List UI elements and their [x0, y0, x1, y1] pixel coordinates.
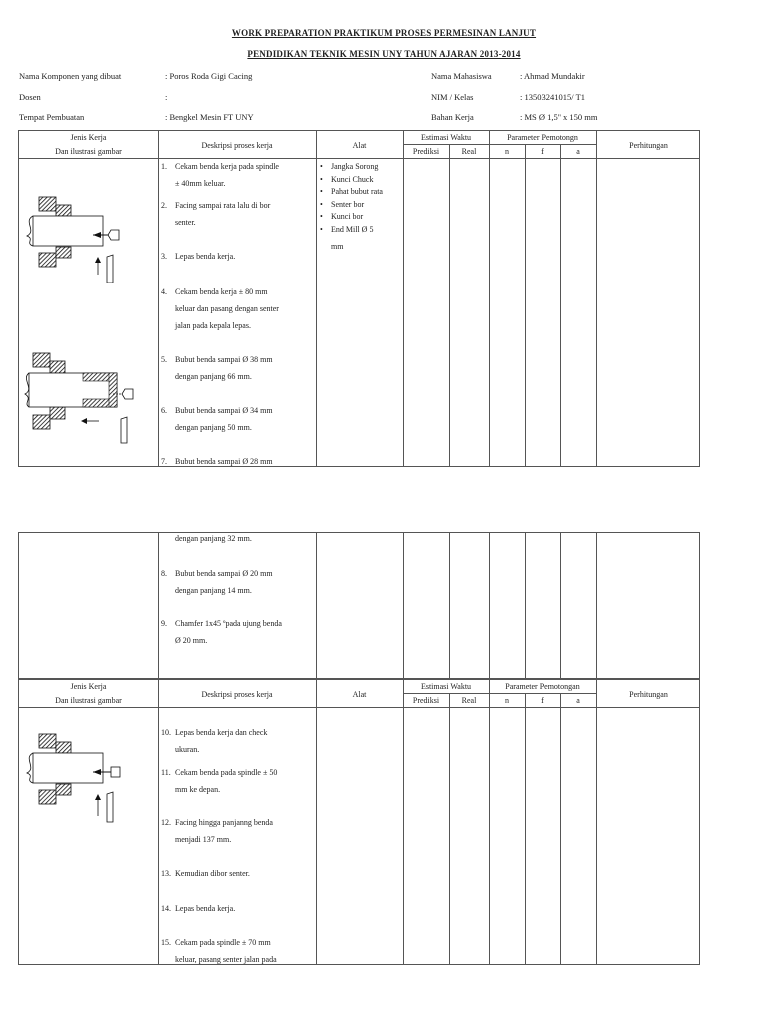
header-n: n	[505, 696, 509, 705]
header-alat: Alat	[352, 141, 367, 150]
header-ilustrasi: Dan ilustrasi gambar	[55, 696, 122, 705]
tool-item-continued: mm	[331, 242, 344, 251]
tool-item: • End Mill Ø 5	[320, 224, 383, 237]
tools-list	[320, 161, 383, 254]
turning-illustration	[23, 349, 143, 445]
document-subtitle: PENDIDIKAN TEKNIK MESIN UNY TAHUN AJARAN 2013-2014	[247, 49, 521, 59]
header-perhitungan: Perhitungan	[629, 141, 668, 150]
facing-drill-illustration	[23, 728, 143, 824]
header-alat: Alat	[352, 690, 367, 699]
step-14: 14. Lepas benda kerja.	[161, 904, 236, 913]
facing-illustration	[23, 191, 143, 283]
nim-value: : 13503241015/ T1	[520, 92, 586, 102]
header-estimasi: Estimasi Waktu	[420, 682, 472, 691]
bahan-label: Bahan Kerja	[431, 112, 474, 122]
header-real: Real	[461, 696, 477, 705]
bahan-value: : MS Ø 1,5'' x 150 mm	[520, 112, 598, 122]
komponen-value: : Poros Roda Gigi Cacing	[165, 71, 253, 81]
document-title: WORK PREPARATION PRAKTIKUM PROSES PERMESINAN LANJUT	[231, 28, 537, 38]
mahasiswa-label: Nama Mahasiswa	[431, 71, 492, 81]
step-11: 11. Cekam benda pada spindle ± 50 mm ke depan.	[161, 768, 278, 794]
work-table-3	[18, 679, 700, 965]
step-10: 10. Lepas benda kerja dan check ukuran.	[161, 728, 268, 754]
step-4: 4. Cekam benda kerja ± 80 mm keluar dan pasang dengan senter jalan pada kepala lepas.	[161, 287, 279, 330]
header-jenis-kerja: Jenis Kerja	[70, 682, 107, 691]
step-7-continued: dengan panjang 32 mm.	[175, 534, 252, 543]
step-13: 13. Kemudian dibor senter.	[161, 869, 250, 878]
tool-item: • Jangka Sorong	[320, 161, 383, 174]
tool-item: • Kunci Chuck	[320, 174, 383, 187]
header-parameter: Parameter Pemotongn	[507, 133, 578, 142]
step-5: 5. Bubut benda sampai Ø 38 mm dengan panjang 66 mm.	[161, 355, 273, 381]
dosen-value: :	[165, 92, 168, 102]
step-7: 7. Bubut benda sampai Ø 28 mm	[161, 457, 273, 466]
nim-label: NIM / Kelas	[431, 92, 474, 102]
tool-item: • Kunci bor	[320, 211, 383, 224]
header-deskripsi: Deskripsi proses kerja	[201, 690, 273, 699]
step-12: 12. Facing hingga panjanng benda menjadi 137 mm.	[161, 818, 273, 844]
step-3: 3. Lepas benda kerja.	[161, 252, 236, 261]
komponen-label: Nama Komponen yang dibuat	[19, 71, 122, 81]
header-f: f	[541, 696, 544, 705]
step-8: 8. Bubut benda sampai Ø 20 mm dengan panjang 14 mm.	[161, 569, 273, 595]
tempat-value: : Bengkel Mesin FT UNY	[165, 112, 254, 122]
step-1: 1. Cekam benda kerja pada spindle ± 40mm keluar.	[161, 162, 279, 188]
header-prediksi: Prediksi	[412, 696, 440, 705]
dosen-label: Dosen	[19, 92, 41, 102]
header-parameter: Parameter Pemotongan	[505, 682, 580, 691]
step-9: 9. Chamfer 1x45 ºpada ujung benda Ø 20 mm.	[161, 619, 282, 645]
tool-item: • Pahat bubut rata	[320, 186, 383, 199]
mahasiswa-value: : Ahmad Mundakir	[520, 71, 585, 81]
header-a: a	[576, 147, 580, 156]
step-2: 2. Facing sampai rata lalu di bor senter.	[161, 201, 271, 227]
header-n: n	[505, 147, 509, 156]
tool-item: • Senter bor	[320, 199, 383, 212]
header-a: a	[576, 696, 580, 705]
header-deskripsi: Deskripsi proses kerja	[201, 141, 273, 150]
header-real: Real	[461, 147, 477, 156]
header-prediksi: Prediksi	[412, 147, 440, 156]
header-f: f	[541, 147, 544, 156]
header-jenis-kerja: Jenis Kerja	[70, 133, 107, 142]
step-15: 15. Cekam pada spindle ± 70 mm keluar, pasang senter jalan pada	[161, 938, 277, 964]
work-table-2	[18, 532, 700, 679]
tempat-label: Tempat Pembuatan	[19, 112, 85, 122]
header-estimasi: Estimasi Waktu	[420, 133, 472, 142]
header-perhitungan: Perhitungan	[629, 690, 668, 699]
work-table-1	[18, 130, 700, 467]
step-6: 6. Bubut benda sampai Ø 34 mm dengan panjang 50 mm.	[161, 406, 273, 432]
header-ilustrasi: Dan ilustrasi gambar	[55, 147, 122, 156]
